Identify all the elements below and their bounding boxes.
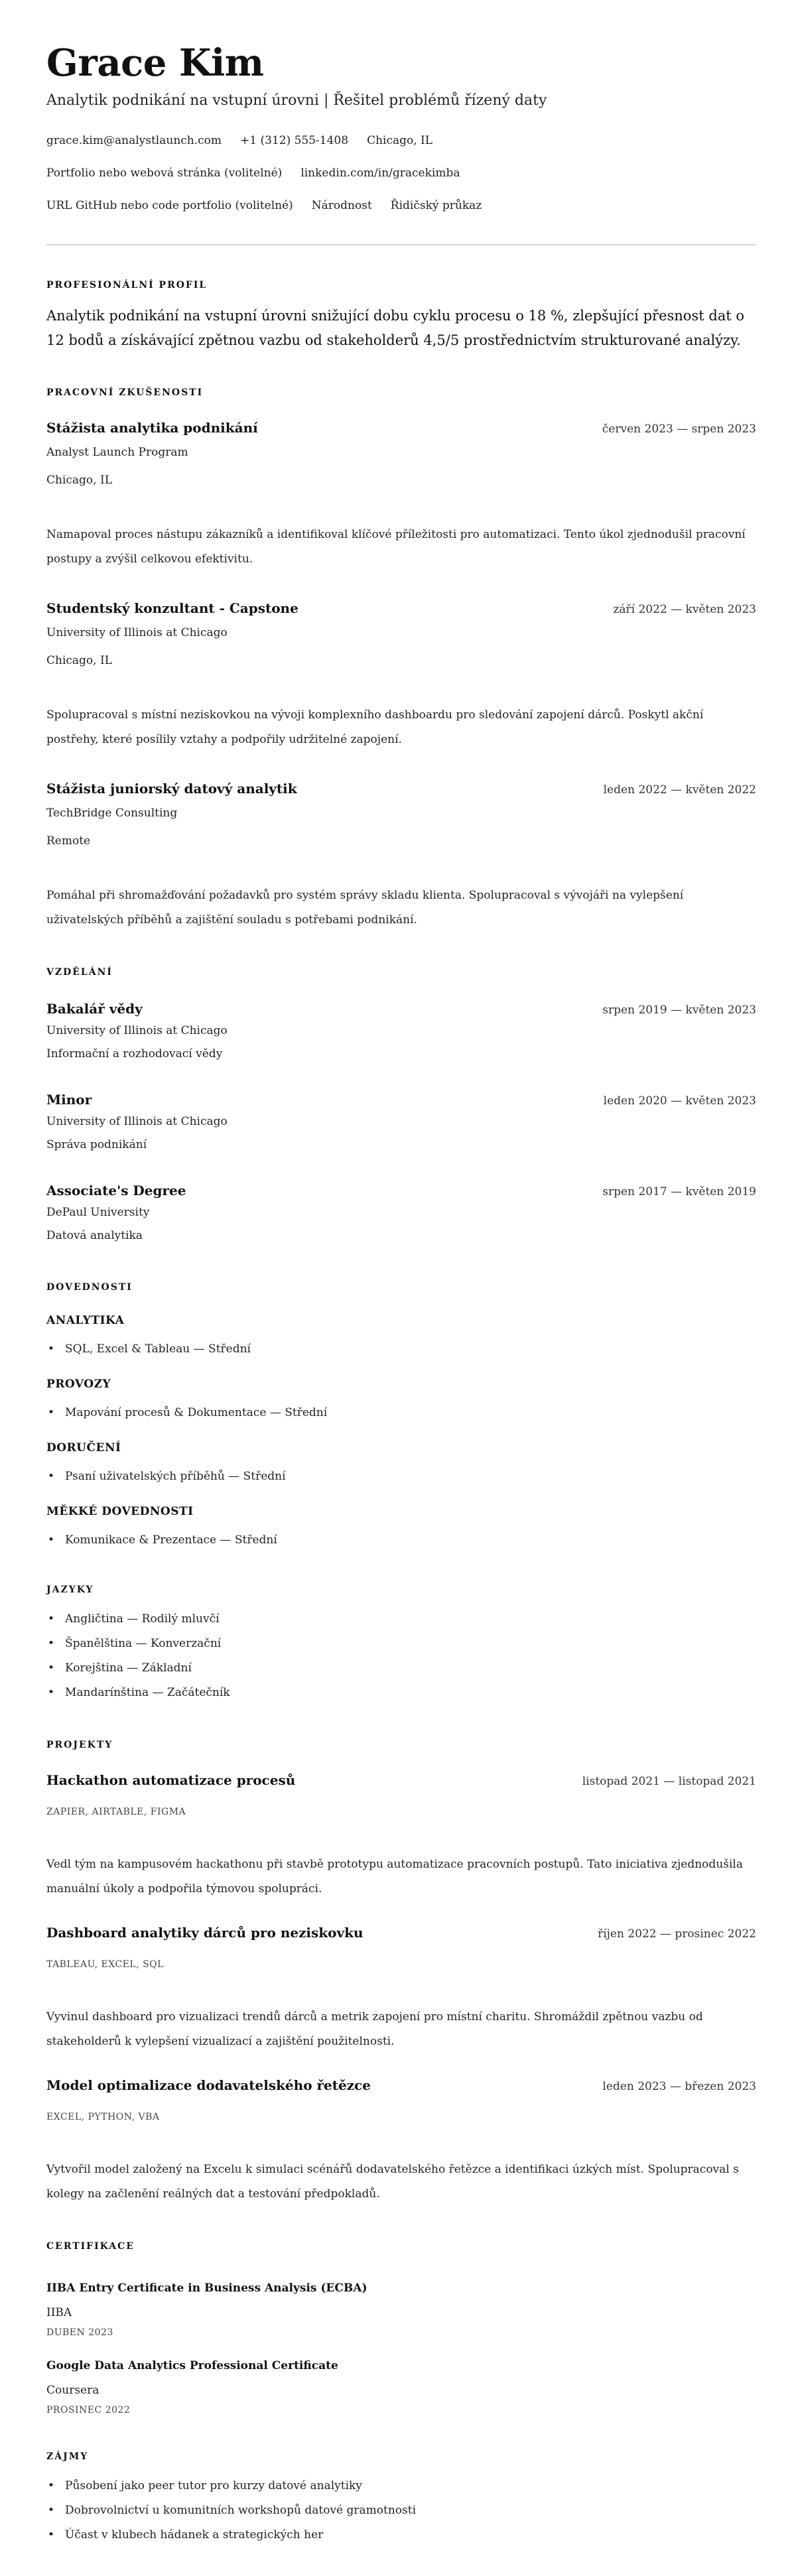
project-description: Vyvinul dashboard pro vizualizaci trendů dárců a metrik zapojení pro místní charitu. Shromáždil zpětnou vazbu od stakeholderů k vylepšení vizualizací a zajištění použitelnosti.: [46, 2010, 703, 2048]
email-link[interactable]: grace.kim@analystlaunch.com: [46, 134, 222, 147]
language-text: Španělština — Konverzační: [65, 1637, 222, 1650]
language-text: Korejština — Základní: [65, 1661, 192, 1675]
field-of-study: Informační a rozhodovací vědy: [46, 1047, 223, 1061]
interest-text: Působení jako peer tutor pro kurzy datové analytiky: [65, 2479, 362, 2492]
github-link[interactable]: URL GitHub nebo code portfolio (volitelné): [46, 199, 293, 212]
degree: Minor: [46, 1092, 92, 1108]
certification-name: IIBA Entry Certificate in Business Analysis (ECBA): [46, 2282, 367, 2295]
contact-line: [46, 157, 756, 190]
bullet-icon: •: [48, 2528, 55, 2542]
job-location: Chicago, IL: [46, 654, 112, 667]
skill-text: Komunikace & Prezentace — Střední: [65, 1533, 277, 1547]
job-entry: [46, 599, 756, 752]
certification-date: DUBEN 2023: [46, 2327, 113, 2338]
skills-section: [46, 1281, 756, 1550]
language-item: [46, 1632, 756, 1656]
section-title: CERTIFIKACE: [46, 2241, 135, 2252]
school: University of Illinois at Chicago: [46, 1115, 228, 1128]
portfolio-link[interactable]: Portfolio nebo webová stránka (volitelné): [46, 166, 283, 180]
bullet-icon: •: [48, 1533, 55, 1547]
candidate-name: Grace Kim: [46, 41, 264, 85]
bullet-icon: •: [48, 1661, 55, 1675]
interest-text: Účast v klubech hádanek a strategických her: [65, 2528, 324, 2542]
contact-info: [46, 125, 756, 222]
project-name: Model optimalizace dodavatelského řetězce: [46, 2077, 371, 2093]
section-title: VZDĚLÁNÍ: [46, 967, 113, 978]
header-divider: [46, 244, 756, 245]
education-date: srpen 2017 — květen 2019: [602, 1185, 756, 1198]
job-company: University of Illinois at Chicago: [46, 626, 228, 639]
job-description: Namapoval proces nástupu zákazníků a identifikoval klíčové příležitosti pro automatizaci. Tento úkol zjednodušil pracovní postupy a zvýšil celkovou efektivitu.: [46, 528, 746, 566]
certification-issuer: IIBA: [46, 2306, 72, 2319]
education-entry: [46, 1090, 756, 1157]
skill-item: [46, 1530, 756, 1550]
project-entry: [46, 2076, 756, 2207]
project-name: Dashboard analytiky dárců pro neziskovku: [46, 1925, 364, 1941]
language-text: Mandarínština — Začátečník: [65, 1686, 230, 1699]
section-title: ZÁJMY: [46, 2451, 89, 2462]
nationality: Národnost: [311, 199, 372, 212]
education-date: leden 2020 — květen 2023: [603, 1094, 756, 1108]
bullet-icon: •: [48, 1342, 55, 1356]
language-item: [46, 1681, 756, 1705]
section-title: PROFESIONÁLNÍ PROFIL: [46, 280, 208, 290]
project-date: říjen 2022 — prosinec 2022: [598, 1927, 756, 1941]
job-location: Remote: [46, 834, 91, 848]
school: University of Illinois at Chicago: [46, 1024, 228, 1037]
project-date: listopad 2021 — listopad 2021: [582, 1775, 756, 1788]
bullet-icon: •: [48, 1637, 55, 1650]
job-description: Spolupracoval s místní neziskovkou na vývoji komplexního dashboardu pro sledování zapojení dárců. Poskytl akční postřehy, které posílily vztahy a podpořily udržitelné zapojení.: [46, 708, 704, 746]
job-role: Studentský konzultant - Capstone: [46, 600, 298, 616]
bullet-icon: •: [48, 1612, 55, 1626]
interest-text: Dobrovolnictví u komunitních workshopů datové gramotnosti: [65, 2504, 417, 2517]
skill-item: [46, 1403, 756, 1423]
skill-item: [46, 1466, 756, 1486]
job-company: Analyst Launch Program: [46, 446, 188, 459]
skill-category: PROVOZY: [46, 1378, 111, 1391]
interests-section: [46, 2450, 756, 2547]
certification-date: PROSINEC 2022: [46, 2405, 131, 2415]
certification-issuer: Coursera: [46, 2384, 100, 2397]
headline: Analytik podnikání na vstupní úrovni | Řešitel problémů řízený daty: [46, 92, 547, 109]
phone: +1 (312) 555-1408: [240, 134, 349, 147]
contact-line: [46, 125, 756, 157]
bullet-icon: •: [48, 1406, 55, 1419]
project-entry: [46, 1771, 756, 1901]
interest-item: [46, 2474, 756, 2498]
skill-item: [46, 1339, 756, 1359]
education-section: [46, 966, 756, 1248]
job-company: TechBridge Consulting: [46, 806, 178, 820]
section-title: DOVEDNOSTI: [46, 1282, 133, 1293]
language-item: [46, 1656, 756, 1681]
degree: Associate's Degree: [46, 1183, 186, 1198]
skill-text: Mapování procesů & Dokumentace — Střední: [65, 1406, 328, 1419]
section-title: JAZYKY: [46, 1584, 94, 1595]
certification-entry: [46, 2280, 756, 2339]
interest-item: [46, 2523, 756, 2547]
profile-summary: Analytik podnikání na vstupní úrovni snižující dobu cyklu procesu o 18 %, zlepšující přesnost dat o 12 bodů a získávající zpětnou vazbu od stakeholderů 4,5/5 prostřednictvím strukturované analýzy.: [46, 308, 745, 348]
school: DePaul University: [46, 1206, 150, 1219]
field-of-study: Správa podnikání: [46, 1138, 147, 1151]
skill-text: Psaní uživatelských příběhů — Střední: [65, 1470, 286, 1483]
linkedin-link[interactable]: linkedin.com/in/gracekimba: [300, 166, 460, 180]
job-date: leden 2022 — květen 2022: [603, 783, 756, 797]
degree: Bakalář vědy: [46, 1001, 143, 1017]
certification-entry: [46, 2357, 756, 2417]
resume-header: [46, 42, 756, 222]
project-entry: [46, 1923, 756, 2054]
job-date: září 2022 — květen 2023: [613, 603, 756, 616]
profile-section: [46, 279, 756, 353]
projects-section: [46, 1738, 756, 2207]
languages-section: [46, 1583, 756, 1705]
location: Chicago, IL: [367, 134, 433, 147]
education-entry: [46, 999, 756, 1066]
contact-line: [46, 190, 756, 222]
job-entry: [46, 419, 756, 572]
bullet-icon: •: [48, 2504, 55, 2517]
skill-category: DORUČENÍ: [46, 1441, 121, 1454]
skill-text: SQL, Excel & Tableau — Střední: [65, 1342, 251, 1356]
section-title: PROJEKTY: [46, 1740, 113, 1750]
project-tags: TABLEAU, EXCEL, SQL: [46, 1959, 164, 1970]
project-description: Vedl tým na kampusovém hackathonu při stavbě prototypu automatizace pracovních postupů. Tato iniciativa zjednodušila manuální úkoly a podpořila týmovou spolupráci.: [46, 1858, 743, 1896]
bullet-icon: •: [48, 1686, 55, 1699]
project-description: Vytvořil model založený na Excelu k simulaci scénářů dodavatelského řetězce a identifikaci úzkých míst. Spolupracoval s kolegy na začlenění reálných dat a testování předpokladů.: [46, 2163, 739, 2201]
certification-name: Google Data Analytics Professional Certificate: [46, 2359, 338, 2372]
education-entry: [46, 1181, 756, 1248]
language-text: Angličtina — Rodilý mluvčí: [65, 1612, 220, 1626]
job-role: Stážista analytika podnikání: [46, 420, 258, 436]
job-role: Stážista juniorský datový analytik: [46, 781, 297, 797]
field-of-study: Datová analytika: [46, 1229, 143, 1242]
bullet-icon: •: [48, 2479, 55, 2492]
project-name: Hackathon automatizace procesů: [46, 1772, 296, 1788]
bullet-icon: •: [48, 1470, 55, 1483]
drivers-license: Řidičský průkaz: [390, 199, 482, 212]
project-tags: ZAPIER, AIRTABLE, FIGMA: [46, 1807, 186, 1817]
education-date: srpen 2019 — květen 2023: [602, 1003, 756, 1017]
section-title: PRACOVNÍ ZKUŠENOSTI: [46, 387, 204, 398]
certifications-section: [46, 2240, 756, 2417]
language-item: [46, 1607, 756, 1632]
job-location: Chicago, IL: [46, 474, 112, 487]
project-date: leden 2023 — březen 2023: [602, 2080, 756, 2093]
interest-item: [46, 2498, 756, 2523]
skill-category: MĚKKÉ DOVEDNOSTI: [46, 1505, 194, 1518]
job-date: červen 2023 — srpen 2023: [602, 422, 756, 436]
job-entry: [46, 779, 756, 933]
job-description: Pomáhal při shromažďování požadavků pro systém správy skladu klienta. Spolupracoval s vývojáři na vylepšení uživatelských příběhů a zajištění souladu s potřebami podnikání.: [46, 889, 684, 927]
skill-category: ANALYTIKA: [46, 1314, 125, 1327]
project-tags: EXCEL, PYTHON, VBA: [46, 2112, 160, 2122]
experience-section: [46, 386, 756, 933]
